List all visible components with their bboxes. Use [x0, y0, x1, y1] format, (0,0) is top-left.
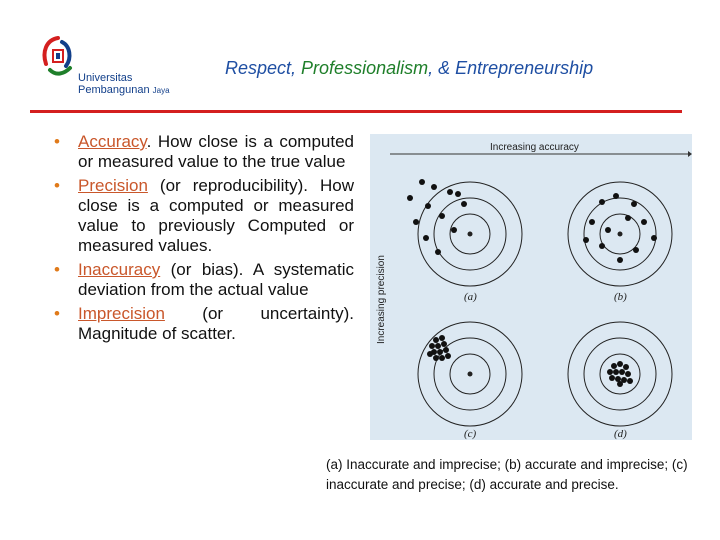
bullet-item [52, 132, 354, 172]
bullet-list [52, 132, 354, 348]
term-inaccuracy: Inaccuracy [78, 260, 161, 279]
tagline-part-2: Professionalism [301, 58, 429, 78]
header-divider [30, 110, 682, 113]
tagline [225, 58, 593, 79]
tagline-part-3: , & Entrepreneurship [428, 58, 594, 78]
accuracy-precision-figure [370, 134, 692, 440]
panel-label-b: (b) [614, 291, 627, 303]
side-label: Increasing precision [376, 255, 387, 344]
bullet-item [52, 304, 354, 344]
bullet-text: (or uncertainty). Magnitude of scatter. [78, 304, 354, 343]
target-panel-c [418, 322, 522, 440]
bullet-text: (or reproducibility). How close is a computed or measured value to previously Computed or measured values. [78, 176, 354, 255]
top-label: Increasing accuracy [490, 142, 579, 153]
panel-label-c: (c) [464, 428, 477, 440]
bullet-text: (or bias). A systematic deviation from the actual value [78, 260, 354, 299]
target-panel-a [407, 179, 522, 303]
panel-label-a: (a) [464, 291, 477, 303]
logo-line-3: Jaya [152, 86, 170, 95]
term-accuracy: Accuracy [78, 132, 147, 151]
logo-line-2: Pembangunan [78, 84, 150, 96]
target-diagram [370, 134, 692, 440]
tagline-part-1: Respect, [225, 58, 302, 78]
panel-label-d: (d) [614, 428, 627, 440]
university-logo-mark-icon [40, 34, 76, 90]
term-imprecision: Imprecision [78, 304, 165, 323]
bullet-item [52, 176, 354, 256]
target-panel-d [568, 322, 672, 440]
term-precision: Precision [78, 176, 148, 195]
logo-line-1: Universitas [78, 72, 133, 84]
bullet-text: . How close is a computed or measured value to the true value [78, 132, 354, 171]
university-name [78, 72, 170, 97]
target-panel-b [568, 182, 672, 303]
figure-caption: (a) Inaccurate and imprecise; (b) accurate and imprecise; (c) inaccurate and precise; (d) accurate and precise. [326, 457, 688, 492]
university-logo [40, 34, 180, 104]
bullet-item [52, 260, 354, 300]
